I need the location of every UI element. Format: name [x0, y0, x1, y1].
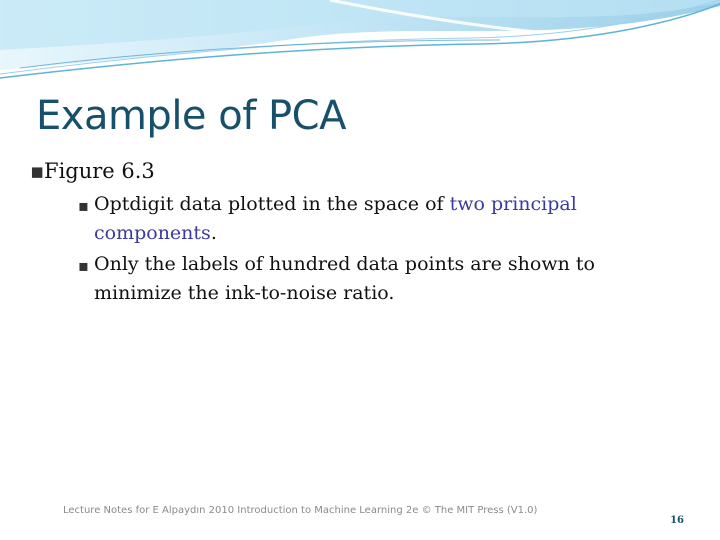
header-wave-decoration [0, 0, 720, 90]
bullet-text-end: . [210, 222, 217, 244]
bullet-optdigit-description [78, 190, 670, 248]
bullet-figure-reference [30, 156, 670, 186]
slide-title: Example of PCA [36, 93, 346, 139]
bullet-marker-icon: ▪ [30, 159, 45, 183]
page-number: 16 [670, 515, 684, 526]
bullet-text: Optdigit data plotted in the space of [94, 193, 450, 215]
footer-citation: Lecture Notes for E Alpaydın 2010 Introduction to Machine Learning 2e © The MIT Press (V1.0) [63, 505, 538, 516]
bullet-list [30, 156, 670, 310]
highlighted-phrase: two principal components [94, 193, 577, 244]
bullet-marker-icon: ▪ [78, 196, 89, 215]
bullet-text: Figure 6.3 [44, 159, 155, 183]
bullet-marker-icon: ▪ [78, 256, 89, 275]
bullet-labels-note [78, 250, 670, 308]
bullet-text: Only the labels of hundred data points are shown to minimize the ink-to-noise ratio. [94, 253, 595, 304]
